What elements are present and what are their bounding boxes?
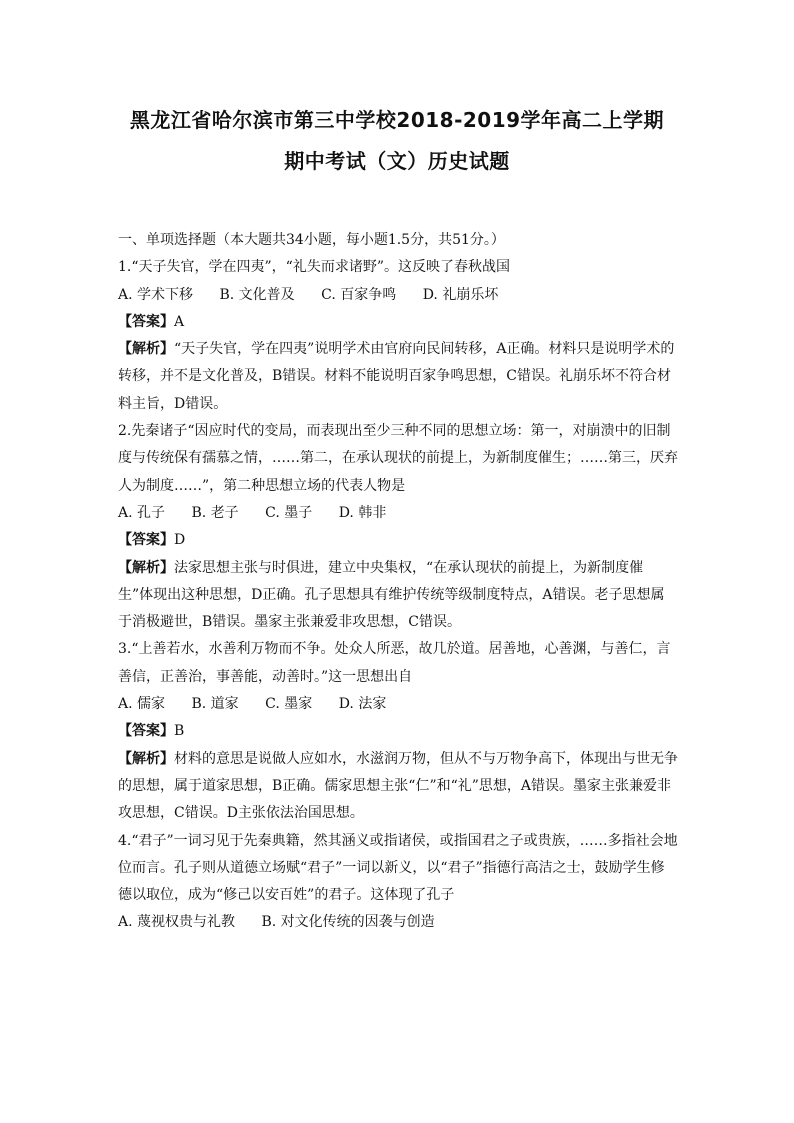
option: C. 墨家	[265, 696, 313, 713]
option: B. 老子	[191, 504, 239, 521]
option: B. 文化普及	[219, 286, 295, 303]
answer-value: A	[174, 313, 185, 330]
option: B. 道家	[191, 696, 239, 713]
question-stem: 4.“君子”一词习见于先秦典籍，然其涵义或指诸侯，或指国君之子或贵族，……多指社会地位而言。孔子则从道德立场赋“君子”一词以新义，以“君子”指德行高洁之士，鼓励学生修德以取位，成为“修己以安百姓”的君子。这体现了孔子	[118, 832, 678, 904]
option: A. 蔑视权贵与礼教	[118, 914, 236, 931]
question-options	[118, 500, 678, 527]
answer-line	[118, 309, 678, 336]
option: D. 韩非	[338, 504, 387, 521]
answer-line	[118, 718, 678, 745]
analysis-paragraph	[118, 555, 678, 637]
answer-label: 【答案】	[118, 313, 174, 330]
answer-label: 【答案】	[118, 532, 174, 549]
document-body	[118, 227, 678, 937]
analysis-text: 材料的意思是说做人应如水，水滋润万物，但从不与万物争高下，体现出与世无争的思想，属于道家思想，B正确。儒家思想主张“仁”和“礼”思想，A错误。墨家主张兼爱非攻思想，C错误。D主张依法治国思想。	[118, 750, 678, 822]
option: C. 百家争鸣	[321, 286, 397, 303]
option: C. 墨子	[265, 504, 313, 521]
analysis-label: 【解析】	[118, 750, 174, 767]
answer-line	[118, 527, 678, 554]
question-stem: 3.“上善若水，水善利万物而不争。处众人所恶，故几於道。居善地，心善渊，与善仁，言善信，正善治，事善能，动善时。”这一思想出自	[118, 641, 671, 685]
analysis-text: 法家思想主张与时俱进，建立中央集权，“在承认现状的前提上，为新制度催生”体现出这种思想，D正确。孔子思想具有维护传统等级制度特点，A错误。老子思想属于消极避世，B错误。墨家主张兼爱非攻思想，C错误。	[118, 559, 665, 631]
option: A. 儒家	[118, 696, 166, 713]
question-options	[118, 909, 678, 936]
option: A. 学术下移	[118, 286, 194, 303]
analysis-paragraph	[118, 746, 678, 828]
option: B. 对文化传统的因袭与创造	[261, 914, 435, 931]
option: A. 孔子	[118, 504, 166, 521]
analysis-label: 【解析】	[118, 559, 174, 576]
answer-value: D	[174, 532, 186, 549]
question-stem: 2.先秦诸子“因应时代的变局，而表现出至少三种不同的思想立场：第一，对崩溃中的旧制度与传统保有孺慕之情，……第二，在承认现状的前提上，为新制度催生；……第三，厌弃人为制度……”，第二种思想立场的代表人物是	[118, 423, 678, 494]
analysis-text: “天子失官，学在四夷”说明学术由官府向民间转移，A正确。材料只是说明学术的转移，并不是文化普及，B错误。材料不能说明百家争鸣思想，C错误。礼崩乐坏不符合材料主旨，D错误。	[118, 341, 675, 412]
analysis-label: 【解析】	[118, 341, 174, 358]
section-header: 一、单项选择题（本大题共34小题，每小题1.5分，共51分。）	[118, 232, 505, 248]
question-stem: 1.“天子失官，学在四夷”，“礼失而求诸野”。这反映了春秋战国	[118, 259, 510, 276]
analysis-paragraph	[118, 336, 678, 418]
answer-value: B	[174, 723, 185, 740]
question-options	[118, 282, 678, 309]
option: D. 礼崩乐坏	[422, 286, 499, 303]
option: D. 法家	[338, 696, 387, 713]
document-title-line1: 黑龙江省哈尔滨市第三中学校2018-2019学年高二上学期	[129, 108, 665, 132]
answer-label: 【答案】	[118, 723, 174, 740]
question-options	[118, 691, 678, 718]
document-title-line2: 期中考试（文）历史试题	[284, 149, 510, 173]
